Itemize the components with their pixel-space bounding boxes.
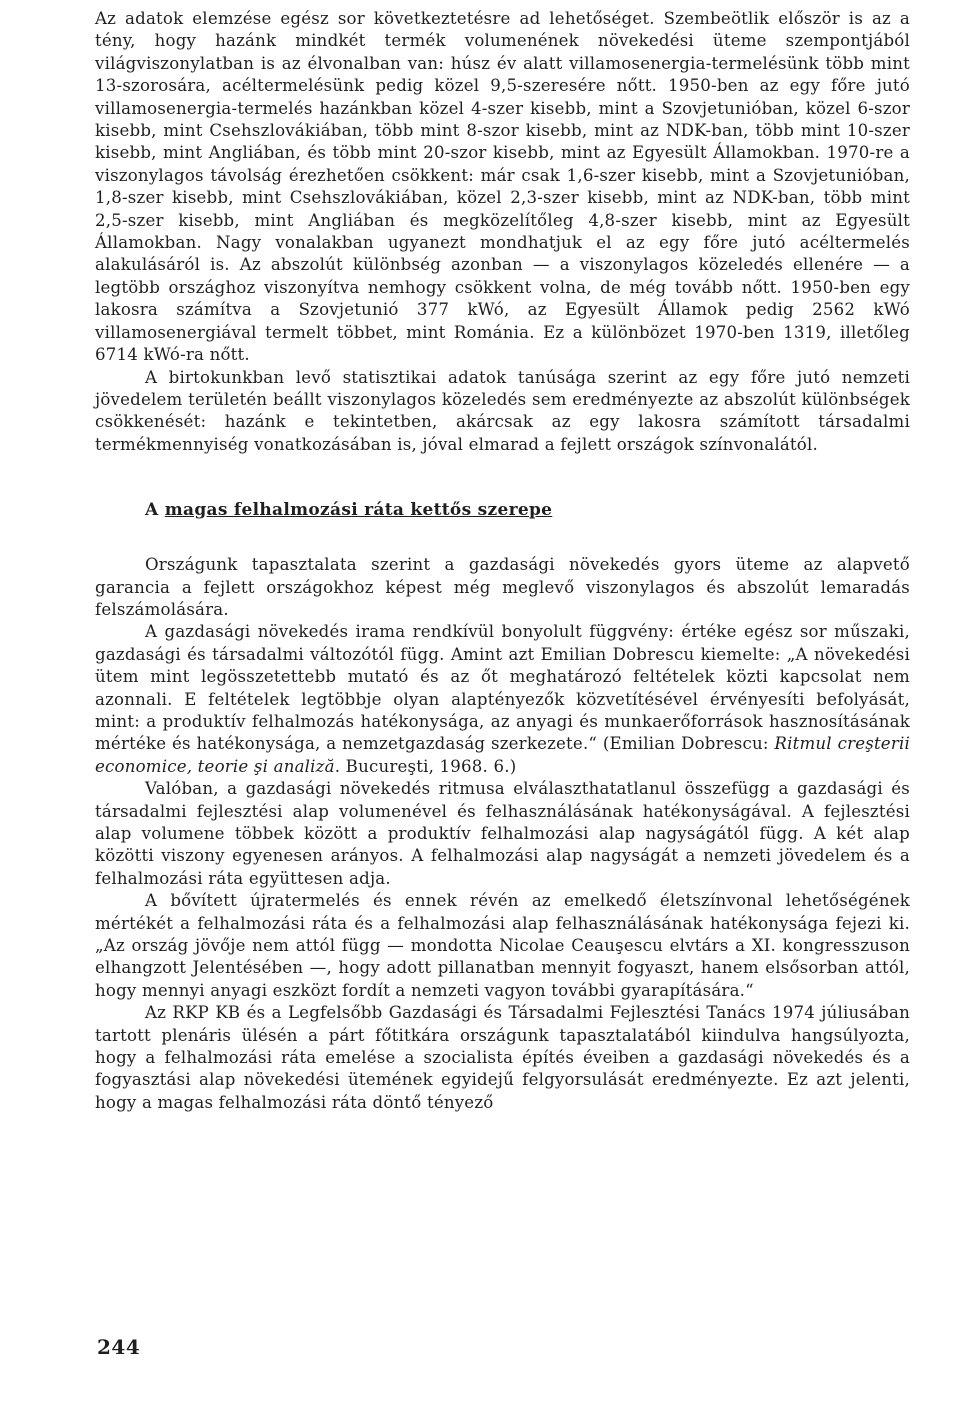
paragraph-1: Az adatok elemzése egész sor következtetésre ad lehetőséget. Szembeötlik először is az a tény, hogy hazánk mindkét termék volumenének növekedési üteme szempontjából világviszonylatban is az élvonalban van: húsz év alatt villamosenergia-termelésünk több mint 13-szorosára, acéltermelésünk pedig közel 9,5-szeresére nőtt. 1950-ben az egy főre jutó villamosenergia-termelés hazánkban közel 4-szer kisebb, mint a Szovjetunióban, közel 6-szor kisebb, mint Csehszlovákiában, több mint 8-szor kisebb, mint az NDK-ban, több mint 10-szer kisebb, mint Angliában, és több mint 20-szor kisebb, mint az Egyesült Államokban. 1970-re a viszonylagos távolság érezhetően csökkent: már csak 1,6-szer kisebb, mint a Szovjetunióban, 1,8-szer kisebb, mint Csehszlovákiában, közel 2,3-szer kisebb, mint az NDK-ban, több mint 2,5-szer kisebb, mint Angliában és megközelítőleg 4,8-szer kisebb, mint az Egyesült Államokban. Nagy vonalakban ugyanezt mondhatjuk el az egy főre jutó acéltermelés alakulásáról is. Az abszolút különbség azonban — a viszonylagos közeledés ellenére — a legtöbb országhoz viszonyítva nemhogy csökkent volna, de még tovább nőtt. 1950-ben egy lakosra számítva a Szovjetunió 377 kWó, az Egyesült Államok pedig 2562 kWó villamosenergiával termelt többet, mint Románia. Ez a különbözet 1970-ben 1319, illetőleg 6714 kWó-ra nőtt. bbox=[95, 9, 910, 365]
paragraph-2: A birtokunkban levő statisztikai adatok tanúsága szerint az egy főre jutó nemzeti jövedelem területén beállt viszonylagos közeledés sem eredményezte az abszolút különbségek csökkenését: hazánk e tekintetben, akárcsak az egy lakosra számított társadalmi termékmennyiség vonatkozásában is, jóval elmarad a fejlett országok színvonalától. bbox=[95, 367, 910, 454]
section-heading bbox=[145, 500, 910, 520]
page-body bbox=[95, 8, 910, 1114]
paragraph-3: Országunk tapasztalata szerint a gazdasági növekedés gyors üteme az alapvető garancia a fejlett országokhoz képest még meglevő viszonylagos és abszolút lemaradás felszámolására. bbox=[95, 555, 910, 619]
page-number: 244 bbox=[97, 1335, 141, 1359]
citation-title: Ritmul creşterii economice, teorie şi analiză. bbox=[95, 734, 910, 776]
heading-prefix: A bbox=[145, 500, 159, 521]
heading-underlined: magas felhalmozási ráta kettős szerepe bbox=[164, 500, 553, 521]
paragraph-6: A bővített újratermelés és ennek révén az emelkedő életszínvonal lehetőségének mértékét a felhalmozási ráta és a felhalmozási alap felhasználásának hatékonysága fejezi ki. „Az ország jövője nem attól függ — mondotta Nicolae Ceauşescu elvtárs a XI. kongresszuson elhangzott Jelentésében —, hogy adott pillanatban mennyit fogyaszt, hanem elsősorban attól, hogy mennyi anyagi eszközt fordít a nemzeti vagyon további gyarapítására.“ bbox=[95, 891, 910, 1000]
paragraph-4-text: A gazdasági növekedés irama rendkívül bonyolult függvény: értéke egész sor műszaki, gazdasági és társadalmi változótól függ. Amint azt Emilian Dobrescu kiemelte: „A növekedési ütem mint legösszetettebb mutató és az őt meghatározó feltételek közti kapcsolat nem azonnali. E feltételek legtöbbje olyan alaptényezők közvetítésével érvényesíti befolyását, mint: a produktív felhalmozás hatékonysága, az anyagi és munkaerőforrások hasznosításának mértéke és hatékonysága, a nemzetgazdaság szerkezete.“ (Emilian Dobrescu: bbox=[95, 622, 910, 754]
paragraph-4 bbox=[95, 621, 910, 778]
paragraph-5: Valóban, a gazdasági növekedés ritmusa elválaszthatatlanul összefügg a gazdasági és társadalmi fejlesztési alap volumenével és felhasználásának hatékonyságával. A fejlesztési alap volumene többek között a produktív felhalmozási alap nagyságától függ. A két alap közötti viszony egyenesen arányos. A felhalmozási alap nagyságát a nemzeti jövedelem és a felhalmozási ráta együttesen adja. bbox=[95, 779, 910, 888]
citation-tail: Bucureşti, 1968. 6.) bbox=[340, 756, 517, 776]
paragraph-7: Az RKP KB és a Legfelsőbb Gazdasági és Társadalmi Fejlesztési Tanács 1974 júliusában tartott plenáris ülésén a párt főtitkára országunk tapasztalatából kiindulva hangsúlyozta, hogy a felhalmozási ráta emelése a szocialista építés éveiben a gazdasági növekedés és a fogyasztási alap növekedési ütemének egyidejű felgyorsulását eredményezte. Ez azt jelenti, hogy a magas felhalmozási ráta döntő tényező bbox=[95, 1003, 910, 1112]
